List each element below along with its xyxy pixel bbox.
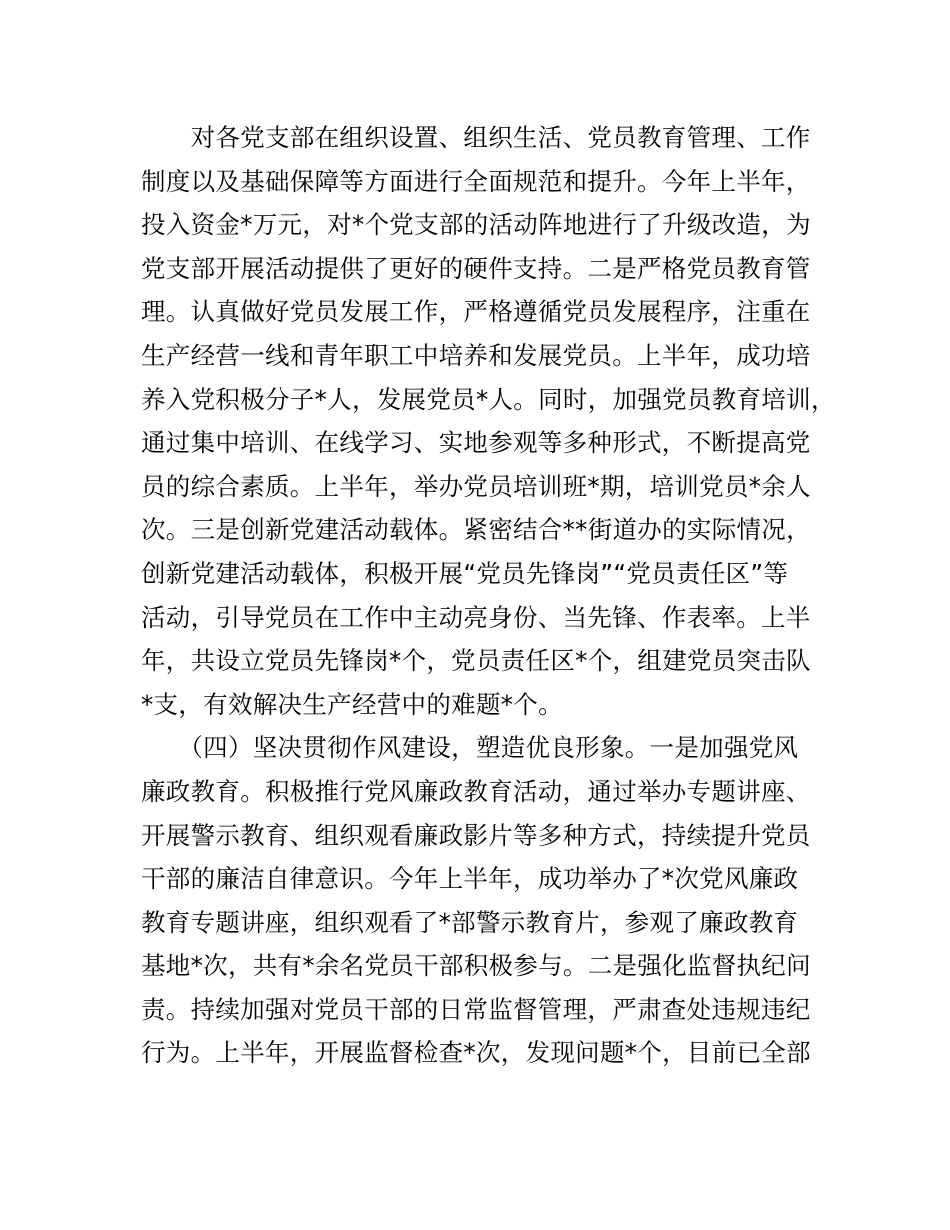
text-line: 创新党建活动载体，积极开展“党员先锋岗”“党员责任区”等 bbox=[141, 558, 789, 588]
text-line: 教育专题讲座，组织观看了*部警示教育片，参观了廉政教育 bbox=[141, 907, 799, 937]
paragraph-party-branch-standardization bbox=[141, 116, 841, 726]
text-line: 制度以及基础保障等方面进行全面规范和提升。今年上半年， bbox=[141, 166, 811, 196]
text-line: （四）坚决贯彻作风建设，塑造优良形象。一是加强党风 bbox=[141, 733, 799, 763]
text-line: 廉政教育。积极推行党风廉政教育活动，通过举办专题讲座、 bbox=[141, 776, 811, 806]
text-line: 生产经营一线和青年职工中培养和发展党员。上半年，成功培 bbox=[141, 340, 811, 370]
text-line: 次。三是创新党建活动载体。紧密结合**街道办的实际情况， bbox=[141, 515, 811, 545]
text-line: 活动，引导党员在工作中主动亮身份、当先锋、作表率。上半 bbox=[141, 602, 811, 632]
text-line: 理。认真做好党员发展工作，严格遵循党员发展程序，注重在 bbox=[141, 297, 811, 327]
text-line: 责。持续加强对党员干部的日常监督管理，严肃查处违规违纪 bbox=[141, 994, 811, 1024]
text-line: 投入资金*万元，对*个党支部的活动阵地进行了升级改造，为 bbox=[141, 210, 811, 240]
text-line: 行为。上半年，开展监督检查*次，发现问题*个，目前已全部 bbox=[141, 1038, 811, 1068]
text-line: 年，共设立党员先锋岗*个，党员责任区*个，组建党员突击队 bbox=[141, 646, 811, 676]
text-line: 基地*次，共有*余名党员干部积极参与。二是强化监督执纪问 bbox=[141, 951, 811, 981]
text-line: 养入党积极分子*人，发展党员*人。同时，加强党员教育培训， bbox=[141, 384, 836, 414]
document-body bbox=[141, 116, 841, 1075]
text-line: 开展警示教育、组织观看廉政影片等多种方式，持续提升党员 bbox=[141, 820, 811, 850]
text-line: 党支部开展活动提供了更好的硬件支持。二是严格党员教育管 bbox=[141, 253, 811, 283]
text-line: *支，有效解决生产经营中的难题*个。 bbox=[141, 689, 563, 719]
text-line: 员的综合素质。上半年，举办党员培训班*期，培训党员*余人 bbox=[141, 471, 811, 501]
text-line: 对各党支部在组织设置、组织生活、党员教育管理、工作 bbox=[141, 123, 811, 152]
text-line: 通过集中培训、在线学习、实地参观等多种形式，不断提高党 bbox=[141, 428, 811, 458]
paragraph-work-style-building bbox=[141, 726, 841, 1075]
text-line: 干部的廉洁自律意识。今年上半年，成功举办了*次党风廉政 bbox=[141, 864, 799, 894]
